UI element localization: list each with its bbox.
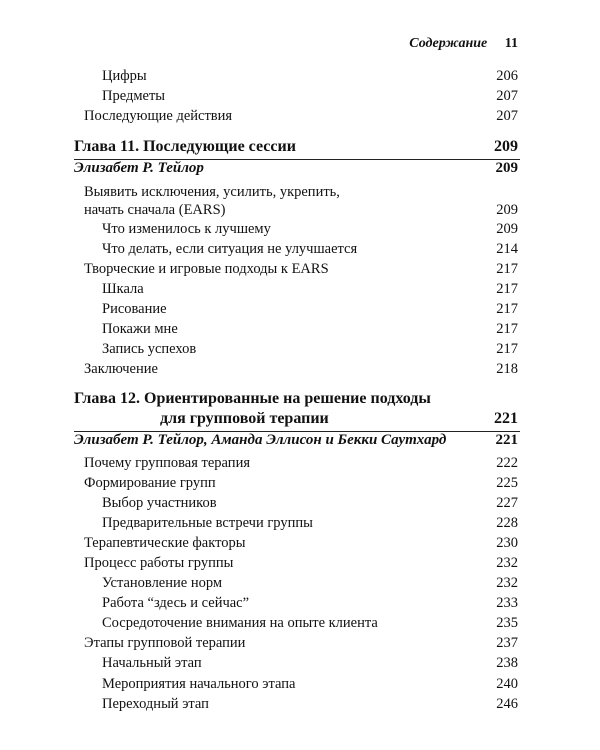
toc-entry bbox=[0, 515, 600, 537]
toc-entry-text: Процесс работы группы bbox=[84, 555, 234, 571]
toc-chapter-title: Глава 12. Ориентированные на решение подходы bbox=[74, 390, 431, 407]
toc-entry-page: 207 bbox=[496, 88, 518, 104]
toc-entry bbox=[0, 221, 600, 243]
toc-entry bbox=[0, 495, 600, 517]
toc-entry-text: Мероприятия начального этапа bbox=[102, 676, 296, 692]
toc-entry-page: 222 bbox=[496, 455, 518, 471]
toc-entry bbox=[0, 281, 600, 303]
toc-entry-page: 209 bbox=[495, 160, 518, 176]
toc-author bbox=[0, 432, 600, 454]
toc-entry-page: 228 bbox=[496, 515, 518, 531]
toc-entry-text: Предварительные встречи группы bbox=[102, 515, 313, 531]
toc-entry-page: 235 bbox=[496, 615, 518, 631]
toc-entry-text: Этапы групповой терапии bbox=[84, 635, 246, 651]
toc-entry bbox=[0, 108, 600, 130]
toc-entry-text: Шкала bbox=[102, 281, 144, 297]
toc-entry-text: Запись успехов bbox=[102, 341, 197, 357]
toc-entry-page: 221 bbox=[494, 410, 518, 427]
toc-entry bbox=[0, 615, 600, 637]
toc-entry-page: 227 bbox=[496, 495, 518, 511]
page-number: 11 bbox=[504, 36, 518, 51]
toc-entry bbox=[0, 68, 600, 90]
toc-chapter-title: Глава 11. Последующие сессии bbox=[74, 138, 296, 155]
toc-entry-page: 209 bbox=[494, 138, 518, 155]
toc-entry-text: Работа “здесь и сейчас” bbox=[102, 595, 250, 611]
toc-entry bbox=[0, 455, 600, 477]
toc-entry-text: Цифры bbox=[102, 68, 147, 84]
toc-entry-page: 230 bbox=[496, 535, 518, 551]
toc-chapter-heading bbox=[0, 138, 600, 160]
toc-entry-page: 217 bbox=[496, 261, 518, 277]
toc-entry bbox=[0, 241, 600, 263]
toc-entry-text: Предметы bbox=[102, 88, 166, 104]
toc-entry-page: 217 bbox=[496, 281, 518, 297]
toc-entry-page: 207 bbox=[496, 108, 518, 124]
toc-entry-page: 238 bbox=[496, 655, 518, 671]
running-header bbox=[409, 36, 518, 52]
toc-entry-text: Почему групповая терапия bbox=[84, 455, 250, 471]
toc-entry-page: 214 bbox=[496, 241, 518, 257]
toc-entry-page: 232 bbox=[496, 575, 518, 591]
toc-entry bbox=[0, 555, 600, 577]
toc-entry bbox=[0, 361, 600, 383]
toc-entry-text: Выбор участников bbox=[102, 495, 217, 511]
toc-entry bbox=[0, 676, 600, 698]
toc-entry-page: 217 bbox=[496, 341, 518, 357]
toc-entry bbox=[0, 261, 600, 283]
toc-entry-page: 218 bbox=[496, 361, 518, 377]
toc-entry-page: 209 bbox=[496, 202, 518, 218]
toc-entry bbox=[0, 475, 600, 497]
toc-author-name: Элизабет Р. Тейлор bbox=[74, 160, 204, 176]
toc-entry-text: Творческие и игровые подходы к EARS bbox=[84, 261, 329, 277]
toc-entry-text: Заключение bbox=[84, 361, 158, 377]
running-header-title: Содержание bbox=[409, 36, 488, 51]
toc-entry-page: 206 bbox=[496, 68, 518, 84]
toc-entry bbox=[0, 575, 600, 597]
toc-entry-page: 225 bbox=[496, 475, 518, 491]
toc-entry bbox=[0, 341, 600, 363]
toc-entry bbox=[0, 655, 600, 677]
toc-author bbox=[0, 160, 600, 182]
toc-entry bbox=[0, 321, 600, 343]
toc-entry bbox=[0, 535, 600, 557]
toc-entry bbox=[0, 696, 600, 718]
toc-entry-page: 240 bbox=[496, 676, 518, 692]
toc-entry-text: Формирование групп bbox=[84, 475, 216, 491]
toc-entry-text: Выявить исключения, усилить, укрепить, bbox=[84, 184, 340, 200]
toc-chapter-heading bbox=[0, 390, 600, 412]
toc-entry-page: 246 bbox=[496, 696, 518, 712]
toc-entry-text: Начальный этап bbox=[102, 655, 202, 671]
toc-entry bbox=[0, 88, 600, 110]
toc-entry-page: 209 bbox=[496, 221, 518, 237]
toc-chapter-heading bbox=[0, 410, 600, 432]
toc-entry-text: Терапевтические факторы bbox=[84, 535, 246, 551]
toc-entry-page: 232 bbox=[496, 555, 518, 571]
toc-entry bbox=[0, 635, 600, 657]
toc-entry-text: Что изменилось к лучшему bbox=[102, 221, 271, 237]
toc-entry-page: 237 bbox=[496, 635, 518, 651]
toc-entry-text: Сосредоточение внимания на опыте клиента bbox=[102, 615, 378, 631]
toc-entry-page: 217 bbox=[496, 301, 518, 317]
toc-entry-page: 233 bbox=[496, 595, 518, 611]
toc-entry-text: Покажи мне bbox=[102, 321, 178, 337]
toc-entry-text: начать сначала (EARS) bbox=[84, 202, 226, 218]
toc-entry-page: 221 bbox=[495, 432, 518, 448]
toc-entry-text: Последующие действия bbox=[84, 108, 233, 124]
toc-author-name: Элизабет Р. Тейлор, Аманда Эллисон и Бекки Саутхард bbox=[74, 432, 447, 448]
toc-entry-text: Переходный этап bbox=[102, 696, 209, 712]
toc-entry-page: 217 bbox=[496, 321, 518, 337]
toc-entry-text: Что делать, если ситуация не улучшается bbox=[102, 241, 358, 257]
toc-entry bbox=[0, 301, 600, 323]
toc-entry-text: Рисование bbox=[102, 301, 167, 317]
toc-entry bbox=[0, 595, 600, 617]
toc-entry-text: Установление норм bbox=[102, 575, 223, 591]
toc-chapter-title: для групповой терапии bbox=[160, 410, 329, 427]
